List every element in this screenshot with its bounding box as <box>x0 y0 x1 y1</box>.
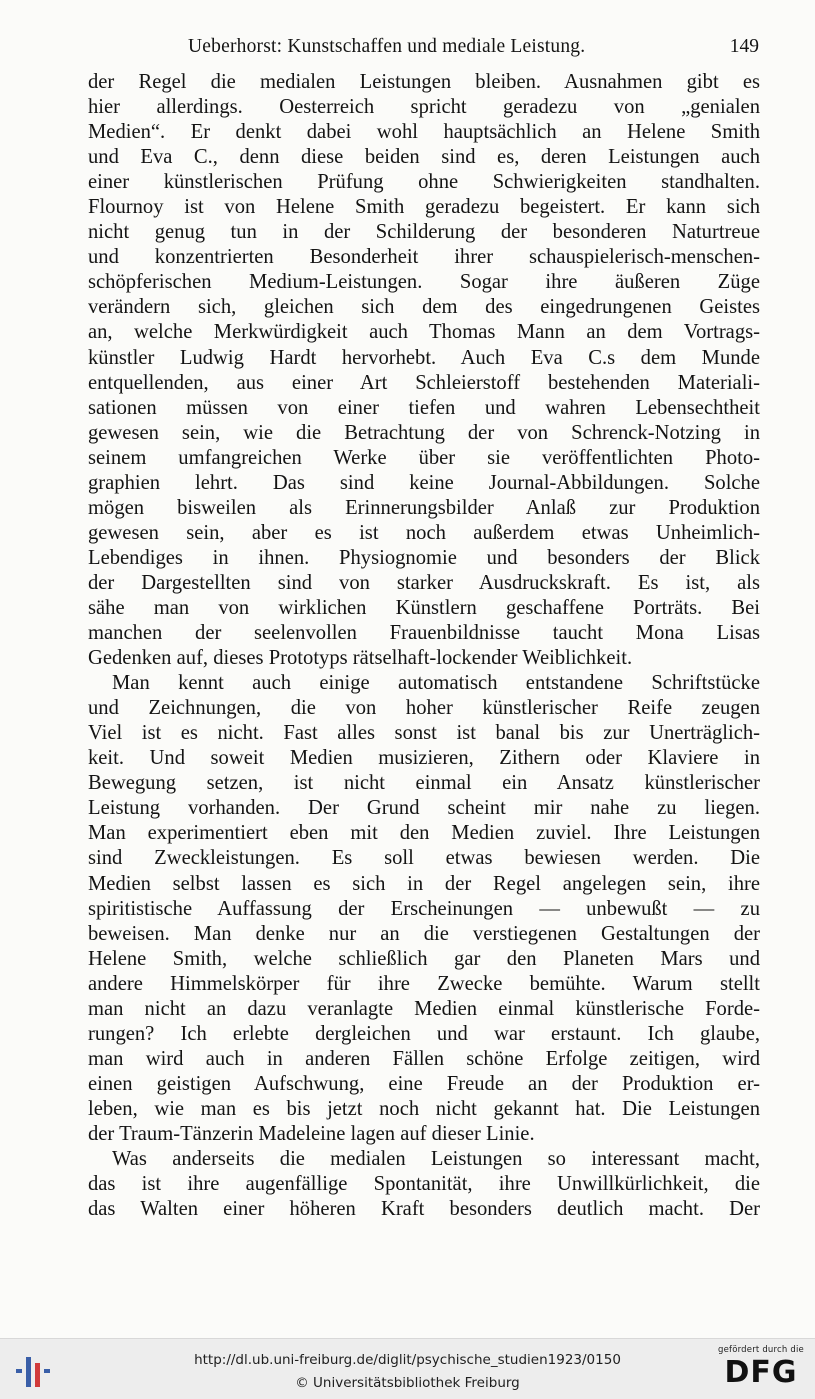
running-head: Ueberhorst: Kunstschaffen und mediale Leistung. <box>188 36 586 57</box>
text-line: manchen der seelenvollen Frauenbildnisse taucht Mona Lisas <box>88 622 760 645</box>
text-line: Lebendiges in ihnen. Physiognomie und besonders der Blick <box>88 546 760 569</box>
text-line: sind Zweckleistungen. Es soll etwas bewiesen werden. Die <box>88 847 760 870</box>
text-line: der Regel die medialen Leistungen bleiben. Ausnahmen gibt es <box>88 71 760 93</box>
paragraph-first-line: Was anderseits die medialen Leistungen so interessant macht, <box>112 1148 760 1171</box>
page-number: 149 <box>729 36 759 57</box>
text-line: gewesen sein, wie die Betrachtung der von Schrenck-Notzing in <box>88 421 760 444</box>
text-line: leben, wie man es bis jetzt noch nicht gekannt hat. Die Leistungen <box>88 1097 760 1120</box>
text-line: Gedenken auf, dieses Prototyps rätselhaft-lockender Weiblichkeit. <box>88 647 633 670</box>
body-text <box>88 70 760 1222</box>
text-line: keit. Und soweit Medien musizieren, Zithern oder Klaviere in <box>88 747 760 770</box>
text-line: Bewegung setzen, ist nicht einmal ein Ansatz künstlerischer <box>88 772 760 795</box>
text-line: an, welche Merkwürdigkeit auch Thomas Mann an dem Vortrags- <box>88 321 760 344</box>
page-header <box>88 36 759 62</box>
text-line: mögen bisweilen als Erinnerungsbilder Anlaß zur Produktion <box>88 496 760 519</box>
text-line: künstler Ludwig Hardt hervorhebt. Auch Eva C.s dem Munde <box>88 346 760 369</box>
text-line: sationen müssen von einer tiefen und wahren Lebensechtheit <box>88 396 760 419</box>
text-line: rungen? Ich erlebte dergleichen und war erstaunt. Ich glaube, <box>88 1022 760 1045</box>
dfg-logo: DFG <box>724 1355 798 1390</box>
text-line: andere Himmelskörper für ihre Zwecke bemühte. Warum stellt <box>88 972 760 995</box>
text-line: Flournoy ist von Helene Smith geradezu begeistert. Er kann sich <box>88 196 760 219</box>
text-line: Viel ist es nicht. Fast alles sonst ist banal bis zur Unerträglich- <box>88 722 760 745</box>
text-line: Man experimentiert eben mit den Medien zuviel. Ihre Leistungen <box>88 822 760 845</box>
viewer-footer <box>0 1338 815 1399</box>
text-line: seinem umfangreichen Werke über sie veröffentlichten Photo- <box>88 446 760 469</box>
text-line: Medien selbst lassen es sich in der Regel angelegen sein, ihre <box>88 872 760 895</box>
text-line: einer künstlerischen Prüfung ohne Schwierigkeiten standhalten. <box>88 171 760 194</box>
text-line: der Traum-Tänzerin Madeleine lagen auf dieser Linie. <box>88 1122 535 1145</box>
text-line: schöpferischen Medium-Leistungen. Sogar ihre äußeren Züge <box>88 271 760 294</box>
text-line: und Eva C., denn diese beiden sind es, deren Leistungen auch <box>88 146 760 169</box>
text-line: nicht genug tun in der Schilderung der besonderen Naturtreue <box>88 221 760 244</box>
source-url[interactable]: http://dl.ub.uni-freiburg.de/diglit/psychische_studien1923/0150 <box>194 1352 621 1368</box>
text-line: man wird auch in anderen Fällen schöne Erfolge zeitigen, wird <box>88 1047 760 1070</box>
text-line: Medien“. Er denkt dabei wohl hauptsächlich an Helene Smith <box>88 121 760 144</box>
text-line: entquellenden, aus einer Art Schleierstoff bestehenden Materiali- <box>88 371 760 394</box>
text-line: und Zeichnungen, die von hoher künstlerischer Reife zeugen <box>88 697 760 720</box>
paragraph-first-line: Man kennt auch einige automatisch entstandene Schriftstücke <box>112 672 760 695</box>
text-line: das Walten einer höheren Kraft besonders deutlich macht. Der <box>88 1198 760 1221</box>
text-line: verändern sich, gleichen sich dem des eingedrungenen Geistes <box>88 296 760 319</box>
text-line: das ist ihre augenfällige Spontanität, ihre Unwillkürlichkeit, die <box>88 1173 760 1196</box>
text-line: Leistung vorhanden. Der Grund scheint mir nahe zu liegen. <box>88 797 760 820</box>
text-line: beweisen. Man denke nur an die verstiegenen Gestaltungen der <box>88 922 760 945</box>
text-line: Helene Smith, welche schließlich gar den Planeten Mars und <box>88 947 760 970</box>
text-line: sähe man von wirklichen Künstlern geschaffene Porträts. Bei <box>88 596 760 619</box>
text-line: der Dargestellten sind von starker Ausdruckskraft. Es ist, als <box>88 571 760 594</box>
text-line: graphien lehrt. Das sind keine Journal-Abbildungen. Solche <box>88 471 760 494</box>
sponsor-caption: gefördert durch die <box>718 1345 804 1355</box>
text-line: und konzentrierten Besonderheit ihrer schauspielerisch-menschen- <box>88 246 760 269</box>
text-line: einen geistigen Aufschwung, eine Freude an der Produktion er- <box>88 1072 760 1095</box>
text-line: gewesen sein, aber es ist noch außerdem etwas Unheimlich- <box>88 521 760 544</box>
text-line: man nicht an dazu veranlagte Medien einmal künstlerische Forde- <box>88 997 760 1020</box>
text-line: spiritistische Auffassung der Erscheinungen — unbewußt — zu <box>88 897 760 920</box>
copyright-notice: © Universitätsbibliothek Freiburg <box>295 1375 520 1391</box>
sponsor-badge <box>717 1345 805 1393</box>
text-line: hier allerdings. Oesterreich spricht geradezu von „genialen <box>88 96 760 119</box>
